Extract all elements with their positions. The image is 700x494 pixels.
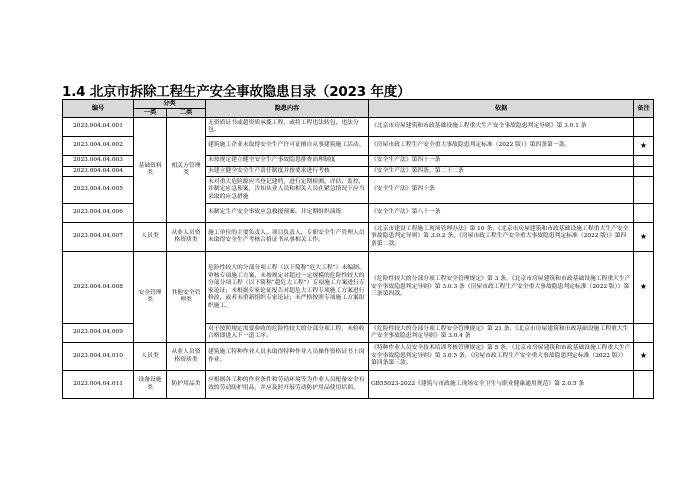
header-cat2: 二类 bbox=[167, 109, 206, 118]
row-no: 2023.004.04.008 bbox=[63, 252, 134, 324]
hazard-content: 应根据各工种的作业条件和劳动环境等为作业人员配备安全有效的劳动防护用品，并应及时开展劳动防护用品使用培训。 bbox=[206, 371, 369, 399]
header-cat1: 一类 bbox=[134, 109, 167, 118]
remark-star bbox=[634, 166, 654, 177]
header-basis: 依据 bbox=[369, 100, 634, 118]
category-1: 人员类 bbox=[134, 223, 167, 252]
hazard-content: 无资质证书或超资质承揽工程，或将工程违法转包、违法分包。 bbox=[206, 118, 369, 137]
table-row bbox=[63, 118, 654, 137]
table-row bbox=[63, 252, 654, 324]
row-no: 2023.004.04.003 bbox=[63, 156, 134, 167]
row-no: 2023.004.04.006 bbox=[63, 204, 134, 223]
remark-star: ★ bbox=[634, 252, 654, 324]
row-no: 2023.004.04.001 bbox=[63, 118, 134, 137]
table-row bbox=[63, 343, 654, 371]
hazard-basis: 《特种作业人员安全技术培训考核管理规定》第 5 条，《北京市房屋建筑和市政基础设施工程重大生产安全事故隐患判定导则》第 3.0.5 条，《房屋市政工程生产安全重大事故隐患判定标准（2022 版）》第四条第三款。 bbox=[369, 343, 634, 371]
header-no: 编号 bbox=[63, 100, 134, 118]
table-row bbox=[63, 223, 654, 252]
hazard-basis: 《安全生产法》第四条、第二十二条 bbox=[369, 166, 634, 177]
hazard-content: 未制定生产安全事故应急救援预案，并定期组织演练 bbox=[206, 204, 369, 223]
hazard-basis: 《北京市建设工程施工现场管理办法》第 10 条，《北京市房屋建筑和市政基础设施工程重大生产安全事故隐患判定导则》第 3.0.2 条，《房屋市政工程生产安全重大事故隐患判定标准（2022 版）》第四条第二款。 bbox=[369, 223, 634, 252]
hazard-content: 建筑施工企业未取得安全生产许可证擅自从事建筑施工活动。 bbox=[206, 137, 369, 156]
row-no: 2023.004.04.010 bbox=[63, 343, 134, 371]
category-1: 安全管理类 bbox=[134, 252, 167, 343]
remark-star bbox=[634, 156, 654, 167]
header-row bbox=[63, 100, 654, 109]
row-no: 2023.004.04.002 bbox=[63, 137, 134, 156]
hazard-basis: 《危险性较大的分部分项工程安全管理规定》第 21 条，《北京市房屋建筑和市政基础设施工程重大生产安全事故隐患判定导则》第 3.0.4 条 bbox=[369, 324, 634, 343]
row-no: 2023.004.04.004 bbox=[63, 166, 134, 177]
hazard-content: 施工单位的主要负责人、项目负责人、专职安全生产管理人员未取得安全生产考核合格证书从事相关工作。 bbox=[206, 223, 369, 252]
remark-star bbox=[634, 204, 654, 223]
category-1: 基础资料类 bbox=[134, 118, 167, 223]
category-2: 其他安全管理类 bbox=[167, 252, 206, 343]
remark-star bbox=[634, 371, 654, 399]
row-no: 2023.004.04.005 bbox=[63, 177, 134, 204]
row-no: 2023.004.04.009 bbox=[63, 324, 134, 343]
hazard-basis: 《房屋市政工程生产安全重大事故隐患判定标准（2022 版）》第四条第一款。 bbox=[369, 137, 634, 156]
category-2: 从业人员资格资质类 bbox=[167, 223, 206, 252]
hazard-basis: 《安全生产法》第八十一条 bbox=[369, 204, 634, 223]
hazard-content: 对于按照规定需要验收的危险性较大的分部分项工程，未验收合格即进入下一道工序。 bbox=[206, 324, 369, 343]
header-remark: 备注 bbox=[634, 100, 654, 118]
hazard-basis: 《北京市房屋建筑和市政基础设施工程重大生产安全事故隐患判定导则》第 3.0.1 条 bbox=[369, 118, 634, 137]
table-row bbox=[63, 371, 654, 399]
hazard-table bbox=[62, 99, 654, 399]
category-1: 设备设施类 bbox=[134, 371, 167, 399]
hazard-basis: 《安全生产法》第四十条 bbox=[369, 177, 634, 204]
remark-star bbox=[634, 324, 654, 343]
category-2: 从业人员资格资质类 bbox=[167, 343, 206, 371]
category-1: 人员类 bbox=[134, 343, 167, 371]
hazard-content: 未建立健全安全生产责任制度并按要求进行考核 bbox=[206, 166, 369, 177]
remark-star: ★ bbox=[634, 343, 654, 371]
remark-star bbox=[634, 118, 654, 137]
hazard-content: 未按规定建立健全安全生产事故隐患排查治理制度 bbox=[206, 156, 369, 167]
category-2: 防护用品类 bbox=[167, 371, 206, 399]
remark-star: ★ bbox=[634, 223, 654, 252]
category-2: 相关方管理类 bbox=[167, 118, 206, 223]
hazard-content: 未对重大危险源应当登记建档，进行定期检测、评估、监控，并制定应急预案，告知从业人员和相关人员在紧急情况下应当采取的应急措施 bbox=[206, 177, 369, 204]
row-no: 2023.004.04.011 bbox=[63, 371, 134, 399]
remark-star: ★ bbox=[634, 137, 654, 156]
page-title: 1.4 北京市拆除工程生产安全事故隐患目录（2023 年度） bbox=[62, 84, 411, 100]
hazard-content: 建筑施工特种作业人员未取得特种作业人员操作资格证书上岗作业。 bbox=[206, 343, 369, 371]
remark-star bbox=[634, 177, 654, 204]
hazard-content: 危险性较大的分部分项工程（以下简称“危大工程”）未编制、审核专项施工方案，未按规定对超过一定规模的危险性较大的分部分项工程（以下简称“超危大工程”）专项施工方案进行专家论证；未根据专家论证报告对超危大工程专项施工方案进行修改，或者未重新组织专家论证；未严格按照专项施工方案组织施工。 bbox=[206, 252, 369, 324]
header-category: 分类 bbox=[134, 100, 206, 109]
hazard-basis: GB55023-2022《建筑与市政施工现场安全卫生与职业健康通用规范》第 2.0.5 条 bbox=[369, 371, 634, 399]
header-content: 隐患内容 bbox=[206, 100, 369, 118]
hazard-basis: 《安全生产法》第四十一条 bbox=[369, 156, 634, 167]
row-no: 2023.004.04.007 bbox=[63, 223, 134, 252]
hazard-basis: 《危险性较大的分部分项工程安全管理规定》第 3 条，《北京市房屋建筑和市政基础设施工程重大生产安全事故隐患判定导则》第 3.0.3 条《房屋市政工程生产安全重大事故隐患判定标准（2022 版）》第三条第四款。 bbox=[369, 252, 634, 324]
